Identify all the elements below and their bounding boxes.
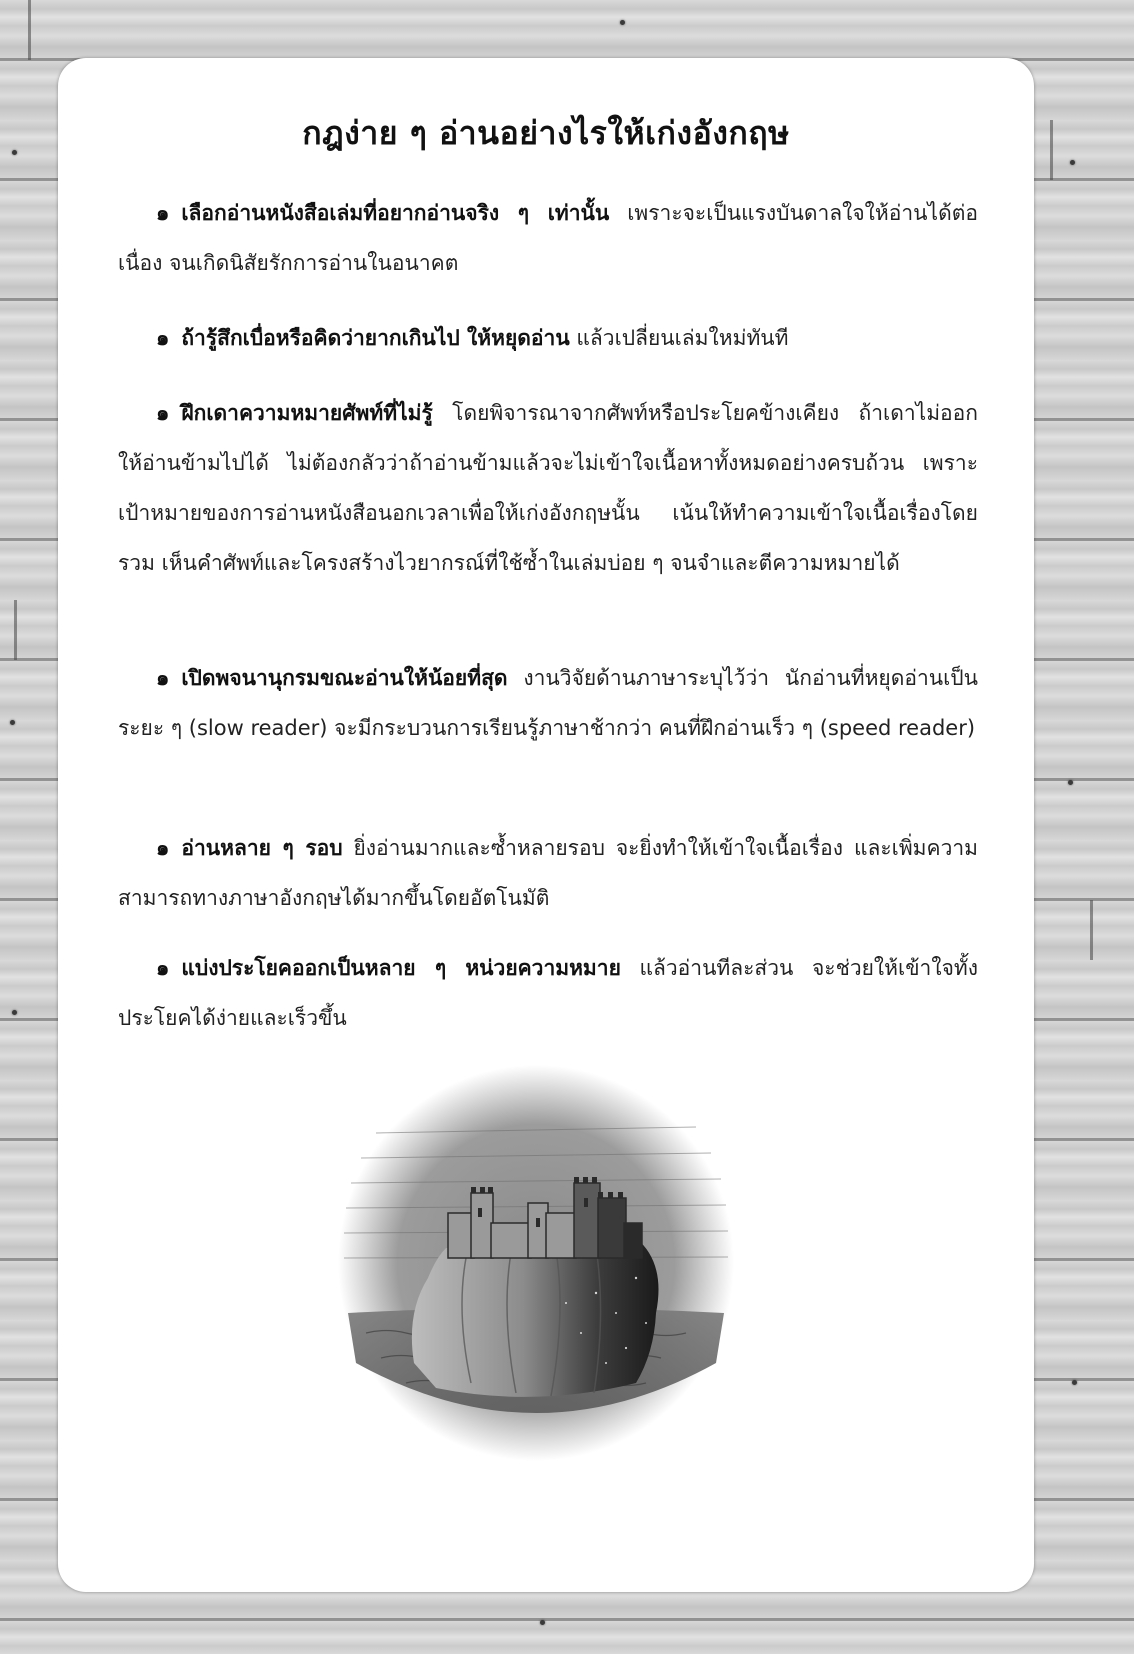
nail xyxy=(540,1620,545,1625)
rule-text: งานวิจัยด้านภาษาระบุไว้ว่า นักอ่านที่หยุดอ่านเป็นระยะ ๆ (slow reader) จะมีกระบวนการเรียนรู้ภาษาช้ากว่า คนที่ฝึกอ่านเร็ว ๆ (speed reader) xyxy=(118,666,978,740)
rule-text: โดยพิจารณาจากศัพท์หรือประโยคข้างเคียง ถ้าเดาไม่ออก ให้อ่านข้ามไปได้ ไม่ต้องกลัวว่าถ้าอ่านข้ามแล้วจะไม่เข้าใจเนื้อหาทั้งหมดอย่างครบถ้วน เพราะเป้าหมายของการอ่านหนังสือนอกเวลาเพื่อให้เก่งอังกฤษนั้น เน้นให้ทำความเข้าใจเนื้อเรื่องโดยรวม เห็นคำศัพท์และโครงสร้างไวยากรณ์ที่ใช้ซ้ำในเล่มบ่อย ๆ จนจำและตีความหมายได้ xyxy=(118,401,978,575)
rule-text: แล้วเปลี่ยนเล่มใหม่ทันที xyxy=(569,326,789,350)
nail xyxy=(10,720,15,725)
nail xyxy=(12,1010,17,1015)
rule-number: ๑ xyxy=(156,326,170,350)
castle-on-rock-icon xyxy=(336,1063,736,1463)
plank-seam xyxy=(28,0,31,60)
plank-seam xyxy=(1090,900,1093,960)
plank-seam xyxy=(1050,120,1053,180)
rule-lead: ถ้ารู้สึกเบื่อหรือคิดว่ายากเกินไป ให้หยุดอ่าน xyxy=(181,326,570,350)
rule-paragraph xyxy=(118,943,978,1043)
nail xyxy=(1072,1380,1077,1385)
nail xyxy=(12,150,17,155)
rule-number: ๑ xyxy=(156,836,170,860)
rule-number: ๑ xyxy=(156,401,170,425)
rule-number: ๑ xyxy=(156,666,170,690)
rule-paragraph xyxy=(118,188,978,288)
content-card xyxy=(58,58,1034,1592)
rule-text: ยิ่งอ่านมากและซ้ำหลายรอบ จะยิ่งทำให้เข้าใจเนื้อเรื่อง และเพิ่มความสามารถทางภาษาอังกฤษได้มากขึ้นโดยอัตโนมัติ xyxy=(118,836,978,910)
rule-lead: เปิดพจนานุกรมขณะอ่านให้น้อยที่สุด xyxy=(181,666,508,690)
page-title: กฎง่าย ๆ อ่านอย่างไรให้เก่งอังกฤษ xyxy=(302,114,790,152)
rule-paragraph xyxy=(118,388,978,588)
rule-lead: เลือกอ่านหนังสือเล่มที่อยากอ่านจริง ๆ เท่านั้น xyxy=(181,201,610,225)
rule-lead: แบ่งประโยคออกเป็นหลาย ๆ หน่วยความหมาย xyxy=(181,956,621,980)
castle-illustration-svg xyxy=(336,1063,736,1463)
rule-lead: ฝึกเดาความหมายศัพท์ที่ไม่รู้ xyxy=(181,401,433,425)
nail xyxy=(620,20,625,25)
plank-seam xyxy=(14,600,17,660)
rule-text: แล้วอ่านทีละส่วน จะช่วยให้เข้าใจทั้งประโยคได้ง่ายและเร็วขึ้น xyxy=(118,956,978,1030)
rule-number: ๑ xyxy=(156,201,170,225)
rule-number: ๑ xyxy=(156,956,170,980)
rule-paragraph xyxy=(118,653,978,753)
rule-paragraph xyxy=(118,823,978,923)
nail xyxy=(1068,780,1073,785)
rule-lead: อ่านหลาย ๆ รอบ xyxy=(181,836,343,860)
rule-paragraph xyxy=(118,313,978,363)
rule-text: เพราะจะเป็นแรงบันดาลใจให้อ่านได้ต่อเนื่อง จนเกิดนิสัยรักการอ่านในอนาคต xyxy=(118,201,978,275)
nail xyxy=(1070,160,1075,165)
